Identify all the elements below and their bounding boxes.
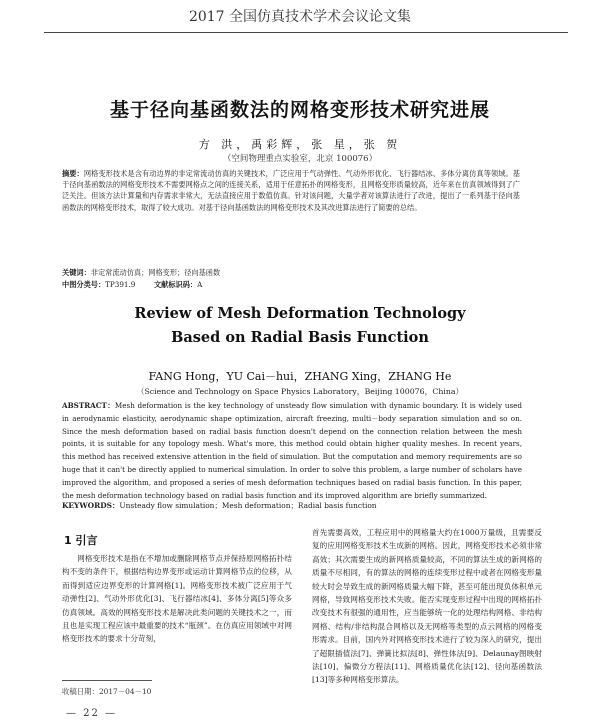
en-title: [0, 302, 600, 350]
en-abstract-label: ABSTRACT：: [62, 401, 115, 410]
body-right-column: 首先需要高效，工程应用中的网格量大约在1000万量级，且需要反复的应用网格变形技术生成新的网格。因此，网格变形技术必须非常高效；其次需要生成的新网格质量较高，不同的算法生成的新网格的质量不尽相同，有的算法的网格的连续变形过程中或者在网格变形量较大时会导致生成的新网格质量大幅下降，甚至可能出现负体积单元网格，导致网格变形技术失败。能否实现变形过程中出现的网格拓扑改变技术有很强的通用性，应当能够统一化的处理结构网格、非结构网格、结构/非结构混合网格以及无网格等类型的点云网格的网格变形需求。目前，国内外对网格变形技术进行了较为深入的研究，提出了超限插值法[7]、弹簧比拟法[8]、弹性体法[9]、Delaunay图映射法[10]、偏微分方程法[11]、网格质量优化法[12]、径向基函数法[13]等多种网格变形算法。: [312, 528, 542, 685]
cn-abstract-text: 网格变形技术是含有动边界的非定常流动仿真的关键技术，广泛应用于气动弹性、气动外形优化、飞行器结冰、多体分离仿真等领域。基于径向基函数法的网格变形技术不需要网格点之间的连接关系，适用于任意拓扑的网格变形，且网格变形质量较高，近年来在仿真领域得到了广泛关注。但该方法计算量和内存需求非常大，无法直接应用于数值仿真。针对该问题，大量学者对该算法进行了改进，提出了一系列基于径向基函数法的网格变形技术，取得了较大成功。对基于径向基函数法的网格变形技术及其改进算法进行了简要的总结。: [62, 169, 520, 212]
cn-affiliation: （空间物理重点实验室，北京 100076）: [222, 154, 378, 164]
section-heading-intro: 1 引言: [64, 534, 98, 547]
en-title-line1: Review of Mesh Deformation Technology: [134, 305, 466, 322]
en-authors: FANG Hong，YU Cai－hui，ZHANG Xing，ZHANG He: [148, 370, 452, 383]
cn-classification: [62, 280, 520, 290]
cn-clc-value: TP391.9: [105, 280, 136, 289]
cn-abstract: [62, 168, 520, 213]
en-abstract-text: Mesh deformation is the key technology of unsteady flow simulation with dynamic boundary. It is widely used in aerodynamic elasticity, aerodynamic shape optimization, aircraft freezing, multi－body separation simulation and so on. Since the mesh deformation based on radial basis function doesn't depend on the connection relation between the mesh points, it is suitable for any topology mesh. What's more, this method could obtain higher quality meshes. In recent years, this method has received extensive attention in the field of simulation. But the computation and memory requirements are so huge that it can't be directly applied to numerical simulation. In order to solve this problem, a large number of scholars have improved the algorithm, and proposed a series of mesh deformation techniques based on radial basis function. In this paper, the mesh deformation technology based on radial basis function and its improved algorithm are briefly summarized.: [62, 401, 522, 500]
en-affiliation: （Science and Technology on Space Physics Laboratory，Beijing 100076，China）: [136, 387, 464, 396]
cn-keywords-text: 非定常流动仿真；网格变形；径向基函数: [90, 268, 221, 277]
en-title-line2: Based on Radial Basis Function: [171, 329, 429, 346]
en-keywords-label: KEYWORDS：: [62, 501, 120, 510]
en-abstract: [62, 400, 522, 502]
conference-header: 2017 全国仿真技术学术会议论文集: [188, 9, 412, 25]
cn-clc-label: 中图分类号：: [62, 280, 106, 289]
footnote-received: 收稿日期：2017－04－10: [62, 687, 152, 696]
cn-abstract-label: 摘要：: [62, 169, 84, 178]
cn-authors: 方 洪，禹彩辉，张 星，张 贺: [198, 138, 402, 151]
en-keywords: [62, 500, 522, 511]
cn-doc-code-value: A: [197, 280, 203, 289]
page-number: — 22 —: [66, 708, 118, 719]
header-rule: [44, 32, 568, 33]
footnote-rule: [62, 680, 152, 681]
cn-keywords-label: 关键词：: [62, 268, 91, 277]
en-keywords-text: Unsteady flow simulation；Mesh deformation；Radial basis function: [119, 501, 377, 510]
cn-title: 基于径向基函数法的网格变形技术研究进展: [109, 99, 490, 121]
cn-doc-code-label: 文献标识码：: [153, 280, 198, 289]
cn-keywords: [62, 268, 520, 278]
body-left-column: 网格变形技术是指在不增加或删除网格节点并保持原网格拓扑结构不变的条件下，根据结构边界变形或运动计算网格节点的位移，从而得到适应边界变形的计算网格[1]。网格变形技术被广泛应用于气动弹性[2]、气动外形优化[3]、飞行器结冰[4]、多体分离[5]等众多仿真领域。高效的网格变形技术是解决此类问题的关键技术之一，而且也是实现工程应该中最重要的技术“瓶颈”。在仿真应用领域中对网格变形技术的要求十分苛刻，: [62, 554, 292, 644]
